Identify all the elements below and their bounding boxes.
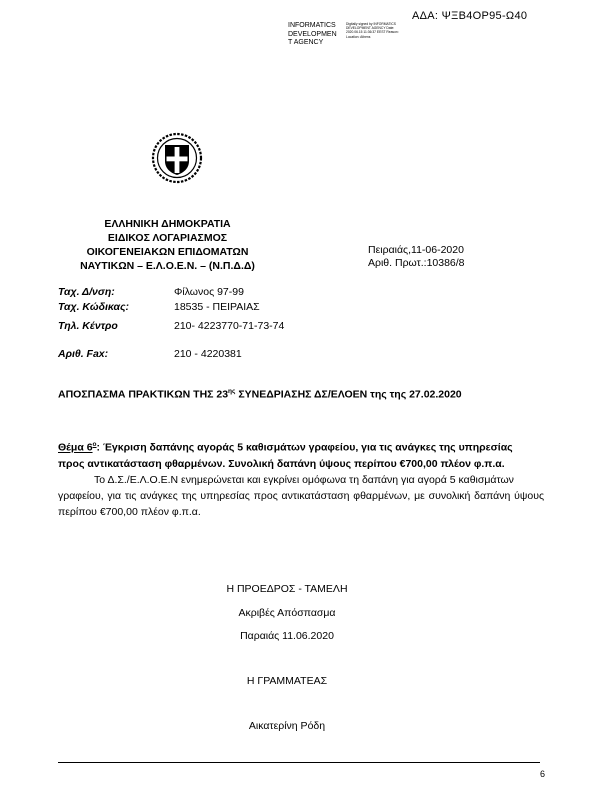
ada-code: ΑΔΑ: ΨΞΒ4ΟΡ95-Ω40: [412, 10, 528, 22]
stamp-line-3: T AGENCY: [288, 39, 324, 46]
topic-colon: :: [96, 441, 101, 454]
exact-copy: Ακριβές Απόσπασμα: [238, 607, 336, 619]
org-line-1: ΕΛΛΗΝΙΚΗ ΔΗΜΟΚΡΑΤΙΑ: [104, 218, 231, 230]
org-line-4: ΝΑΥΤΙΚΩΝ – Ε.Λ.Ο.Ε.Ν. – (Ν.Π.Δ.Δ): [80, 260, 255, 272]
organization-header: [60, 217, 275, 273]
heading-after: ΣΥΝΕΔΡΙΑΣΗΣ ΔΣ/ΕΛΟΕΝ της της 27.02.2020: [235, 388, 462, 401]
decision-rest: γραφείου, για τις ανάγκες της υπηρεσίας προς αντικατάσταση φθαρμένων, με συνολική δαπάνη ύψους περίπου €700,00 πλέον φ.π.α.: [58, 490, 544, 518]
decision-first-line: Το Δ.Σ./Ε.Λ.Ο.Ε.Ν ενημερώνεται και εγκρίνει ομόφωνα τη δαπάνη για αγορά 5 καθισμάτων: [94, 474, 514, 486]
topic-sup: ο: [92, 441, 97, 448]
protocol-number: Αριθ. Πρωτ.:10386/8: [368, 257, 465, 269]
place-date: Πειραιάς,11-06-2020: [368, 244, 464, 256]
secretary-title: Η ΓΡΑΜΜΑΤΕΑΣ: [246, 675, 328, 687]
address-label: Ταχ. Δ/νση:: [58, 286, 115, 298]
secretary-name: Αικατερίνη Ρόδη: [248, 720, 326, 732]
phone-label: Τηλ. Κέντρο: [58, 320, 118, 332]
footer-divider: [58, 762, 540, 763]
president-title: Η ΠΡΟΕΔΡΟΣ - ΤΑΜΕΛΗ: [226, 583, 348, 595]
stamp-line-1: INFORMATICS: [288, 22, 336, 29]
fax-value: 210 - 4220381: [174, 348, 242, 360]
digital-signature-stamp: [288, 22, 337, 48]
stamp-signer-text: Digitally signed by INFORMATICS DEVELOPMENT AGENCY Date: 2020.06.15 11:36:37 EEST Reason: Location: Athens: [346, 22, 399, 39]
topic-text: Έγκριση δαπάνης αγοράς 5 καθισμάτων γραφείου, για τις ανάγκες της υπηρεσίας προς αντικατάσταση φθαρμένων. Συνολική δαπάνη ύψους περίπου €700,00 πλέον φ.π.α.: [58, 441, 513, 470]
signature-place-date: Παραιάς 11.06.2020: [240, 630, 334, 642]
address-value: Φίλωνος 97-99: [174, 286, 244, 298]
heading-sup: ης: [228, 388, 236, 395]
page-number: 6: [540, 769, 546, 779]
phone-value: 210- 4223770-71-73-74: [174, 320, 285, 332]
heading-before: ΑΠΟΣΠΑΣΜΑ ΠΡΑΚΤΙΚΩΝ ΤΗΣ 23: [58, 388, 229, 401]
topic-paragraph: [58, 437, 536, 472]
postcode-value: 18535 - ΠΕΙΡΑΙΑΣ: [174, 301, 260, 313]
minutes-heading: [58, 388, 462, 401]
date-protocol-block: [368, 244, 465, 270]
postcode-label: Ταχ. Κώδικας:: [58, 301, 130, 313]
fax-label: Αριθ. Fax:: [58, 348, 109, 360]
decision-paragraph: [58, 472, 544, 520]
stamp-line-2: DEVELOPMEN: [288, 30, 337, 38]
org-line-3: ΟΙΚΟΓΕΝΕΙΑΚΩΝ ΕΠΙΔΟΜΑΤΩΝ: [86, 246, 249, 258]
org-line-2: ΕΙΔΙΚΟΣ ΛΟΓΑΡΙΑΣΜΟΣ: [107, 232, 228, 244]
greek-coat-of-arms-icon: [151, 132, 203, 184]
topic-label: Θέμα 6: [58, 441, 93, 454]
